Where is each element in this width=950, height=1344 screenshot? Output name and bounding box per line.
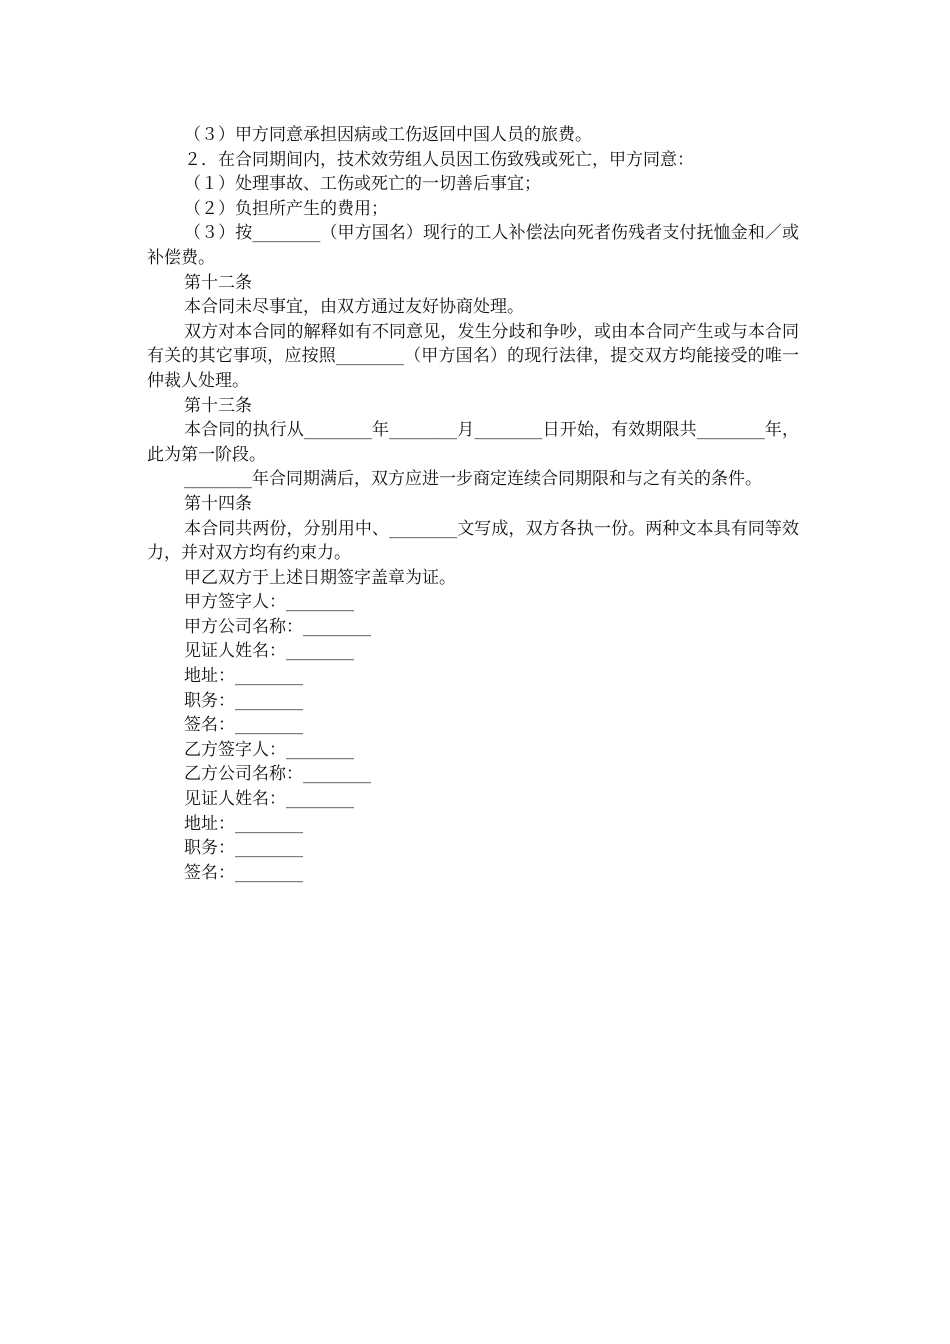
signature-field: 见证人姓名：________ bbox=[184, 789, 354, 810]
clause-text: 本合同的执行从________年________月________日开始，有效期限共________年，此为第一阶段。 bbox=[147, 420, 799, 465]
clause-text: （２）负担所产生的费用； bbox=[184, 198, 388, 219]
signature-field: 职务：________ bbox=[184, 690, 303, 711]
signature-field: 甲方公司名称：________ bbox=[184, 616, 371, 637]
clause-text: 本合同共两份，分别用中、________文写成，双方各执一份。两种文本具有同等效力，并对双方均有约束力。 bbox=[147, 518, 799, 564]
clause-text: 本合同未尽事宜，由双方通过友好协商处理。 bbox=[184, 297, 524, 318]
signature-field: 乙方签字人：________ bbox=[184, 739, 354, 760]
article-heading: 第十三条 bbox=[184, 395, 252, 416]
signature-field: 见证人姓名：________ bbox=[184, 641, 354, 662]
article-heading: 第十四条 bbox=[184, 493, 252, 514]
clause-text: （１）处理事故、工伤或死亡的一切善后事宜； bbox=[184, 174, 541, 195]
clause-text: （３）按________（甲方国名）现行的工人补偿法向死者伤残者支付抚恤金和／或补偿费。 bbox=[147, 223, 799, 268]
document-body bbox=[147, 123, 799, 885]
signature-field: 甲方签字人：________ bbox=[184, 592, 354, 613]
signature-field: 签名：________ bbox=[184, 715, 303, 736]
article-heading: 第十二条 bbox=[184, 272, 252, 293]
signature-field: 职务：________ bbox=[184, 838, 303, 859]
signature-field: 地址：________ bbox=[184, 813, 303, 834]
clause-text: ２．在合同期间内，技术效劳组人员因工伤致残或死亡，甲方同意： bbox=[184, 149, 694, 170]
signature-field: 签名：________ bbox=[184, 862, 303, 883]
clause-text: （３）甲方同意承担因病或工伤返回中国人员的旅费。 bbox=[184, 125, 592, 145]
signature-field: 乙方公司名称：________ bbox=[184, 764, 371, 785]
signature-field: 地址：________ bbox=[184, 666, 303, 687]
clause-text: ________年合同期满后，双方应进一步商定连续合同期限和与之有关的条件。 bbox=[184, 469, 762, 490]
clause-text: 甲乙双方于上述日期签字盖章为证。 bbox=[184, 567, 456, 588]
clause-text: 双方对本合同的解释如有不同意见，发生分歧和争吵，或由本合同产生或与本合同有关的其它事项，应按照________（甲方国名）的现行法律，提交双方均能接受的唯一仲裁人处理。 bbox=[147, 321, 799, 391]
